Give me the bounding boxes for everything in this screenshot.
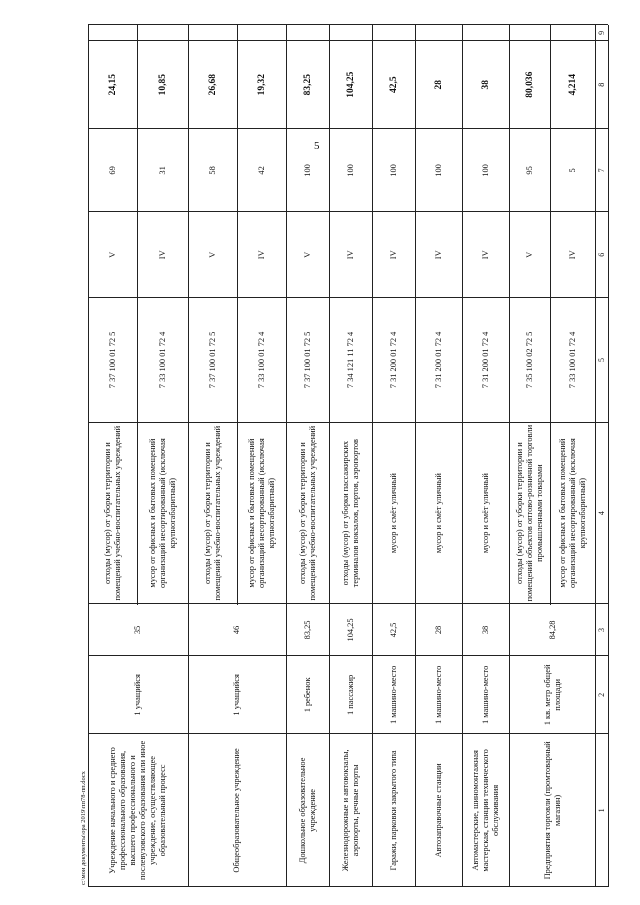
table-cell-col3: 46 <box>232 625 242 635</box>
table-cell-col5: 7 37 100 01 72 5 <box>207 331 217 389</box>
table-cell-col5: 7 37 100 01 72 5 <box>303 331 313 389</box>
table-cell-col9 <box>330 25 373 41</box>
table-cell-col7: 42 <box>257 166 266 175</box>
table-cell-col7: 5 <box>568 168 578 173</box>
table-cell-col4: мусор и смёт уличный <box>389 473 399 554</box>
header-cell: 1 <box>596 808 606 813</box>
table-cell-col1: Железнодорожные и автовокзалы, аэропорты, речные порты <box>341 749 361 872</box>
header-cell: 7 <box>596 168 606 173</box>
table-cell-col8: 83,25 <box>303 74 314 96</box>
table-cell-col9 <box>373 25 416 41</box>
table-cell-col4: отходы (мусор) от уборки территории и помещений учебно-воспитательных учреждений <box>102 425 122 601</box>
table-cell-col1: Предприятия торговли (промтоварный магазин) <box>542 741 562 880</box>
table-cell-col2: 1 пассажир <box>346 674 356 715</box>
table-cell-col4: отходы (мусор) от уборки территории и помещений учебно-воспитательных учреждений <box>298 425 318 601</box>
table-cell-col1: Гаражи, парковки закрытого типа <box>389 750 399 871</box>
table-cell-col7: 100 <box>346 164 356 177</box>
table-cell-col9 <box>287 25 330 41</box>
table-cell-col1: Дошкольное образовательное учреждение <box>298 757 318 864</box>
table-cell-col6: IV <box>257 250 266 260</box>
table-cell-col7: 31 <box>157 166 167 175</box>
table-cell-col4: мусор и смёт уличный <box>481 473 491 554</box>
table-cell-col8: 26,68 <box>207 74 218 96</box>
table-cell-col4: отходы (мусор) от уборки территории и помещений объектов оптово-розничной торговли промышленными товарами <box>515 424 545 602</box>
table-cell-col7: 69 <box>107 166 117 175</box>
table-cell-col3: 42,5 <box>389 622 399 638</box>
table-cell-col8: 19,32 <box>257 74 267 96</box>
table-cell-col5: 7 35 100 02 72 5 <box>525 331 535 389</box>
table-cell-col2: 1 кв. метр общей площади <box>542 664 562 726</box>
table-cell-col9 <box>463 25 510 41</box>
table-cell-col9 <box>237 25 286 41</box>
table-cell-col7: 100 <box>389 164 399 177</box>
table-cell-col9 <box>551 25 596 41</box>
rotated-table <box>88 25 608 887</box>
table-cell-col9 <box>137 25 188 41</box>
table-cell-col2: 1 машино-место <box>434 665 444 725</box>
table-cell-col8: 42,5 <box>389 76 400 94</box>
header-cell: 5 <box>596 357 606 362</box>
table-cell-col2: 1 ребенок <box>303 677 313 713</box>
rotated-table-wrapper <box>88 25 608 887</box>
table-cell-col6: IV <box>346 250 356 260</box>
table-cell-col2: 1 учащийся <box>232 674 242 716</box>
table-cell-col9 <box>416 25 463 41</box>
table-cell-col2: 1 машино-место <box>481 665 491 725</box>
table-cell-col7: 100 <box>481 164 491 177</box>
header-cell: 9 <box>596 30 606 35</box>
table-cell-col5: 7 31 200 01 72 4 <box>481 331 491 389</box>
table-cell-col8: 104,25 <box>346 71 357 98</box>
table-cell-col1: Автомастерские, шиномонтажная мастерская, станции технического обслуживания <box>471 749 501 872</box>
table-cell-col6: V <box>303 251 313 258</box>
table-cell-col3: 35 <box>133 625 143 635</box>
table-grid <box>88 25 608 887</box>
footer-path: c:\мои документы\ора 2019\пп78-пп.docx <box>80 771 87 885</box>
table-cell-col4: мусор от офисных и бытовых помещений организаций несортированный (исключая крупногабаритный) <box>558 438 588 588</box>
table-cell-col8: 10,85 <box>157 74 168 96</box>
table-cell-col1: Общеобразовательное учреждение <box>232 748 242 873</box>
table-cell-col5: 7 31 200 01 72 4 <box>389 331 399 389</box>
table-cell-col8: 4,214 <box>568 74 579 96</box>
table-cell-col6: IV <box>157 250 167 260</box>
table-cell-col5: 7 37 100 01 72 5 <box>107 331 117 389</box>
header-cell: 2 <box>596 692 606 697</box>
table-cell-col7: 100 <box>303 164 313 177</box>
table-cell-col9 <box>188 25 237 41</box>
table-cell-col4: мусор и смёт уличный <box>434 473 444 554</box>
table-cell-col4: отходы (мусор) от уборки территории и помещений учебно-воспитательных учреждений <box>202 425 222 601</box>
table-cell-col7: 100 <box>434 164 444 177</box>
table-cell-col1: Учреждение начального и среднего профессионального образования, высшего профессионального и послевузовского образования или иное учреждение, осуществляющее образовательный процесс <box>108 740 168 881</box>
table-cell-col3: 84,28 <box>547 620 557 640</box>
table-cell-col6: IV <box>481 250 491 260</box>
header-cell: 6 <box>596 252 606 257</box>
table-cell-col6: IV <box>434 250 444 260</box>
table-cell-col8: 80,036 <box>525 71 536 98</box>
table-cell-col4: отходы (мусор) от уборки пассажирских терминалов вокзалов, портов, аэропортов <box>341 438 361 588</box>
table-cell-col6: V <box>107 251 117 258</box>
table-cell-col6: IV <box>568 250 578 260</box>
table-cell-col1: Автозаправочные станции <box>434 763 444 858</box>
table-cell-col7: 95 <box>525 166 535 175</box>
table-cell-col2: 1 машино-место <box>389 665 399 725</box>
table-cell-col3: 28 <box>434 625 444 635</box>
table-cell-col7: 58 <box>207 166 217 175</box>
table-cell-col3: 104,25 <box>346 618 356 642</box>
page-number: 5 <box>314 140 320 152</box>
table-cell-col3: 38 <box>481 625 491 635</box>
header-cell: 3 <box>596 627 606 632</box>
table-cell-col9 <box>88 25 137 41</box>
table-cell-col4: мусор от офисных и бытовых помещений организаций несортированный (исключая крупногабаритный) <box>147 438 177 588</box>
table-cell-col5: 7 34 121 11 72 4 <box>346 331 356 389</box>
header-cell: 8 <box>596 82 606 87</box>
table-cell-col8: 28 <box>434 79 445 90</box>
table-cell-col6: V <box>207 251 217 258</box>
table-cell-col9 <box>510 25 551 41</box>
table-cell-col6: IV <box>389 250 399 260</box>
table-cell-col5: 7 33 100 01 72 4 <box>257 331 266 389</box>
header-cell: 4 <box>596 511 606 516</box>
table-cell-col5: 7 33 100 01 72 4 <box>568 331 578 389</box>
table-cell-col6: V <box>525 251 535 258</box>
table-cell-col2: 1 учащийся <box>133 674 143 716</box>
table-cell-col5: 7 33 100 01 72 4 <box>157 331 167 389</box>
table-cell-col3: 83,25 <box>303 620 313 640</box>
table-cell-col4: мусор от офисных и бытовых помещений организаций несортированный (исключая крупногабаритный) <box>247 438 276 588</box>
table-cell-col8: 24,15 <box>107 74 118 96</box>
table-cell-col5: 7 31 200 01 72 4 <box>434 331 444 389</box>
table-cell-col8: 38 <box>481 79 492 90</box>
